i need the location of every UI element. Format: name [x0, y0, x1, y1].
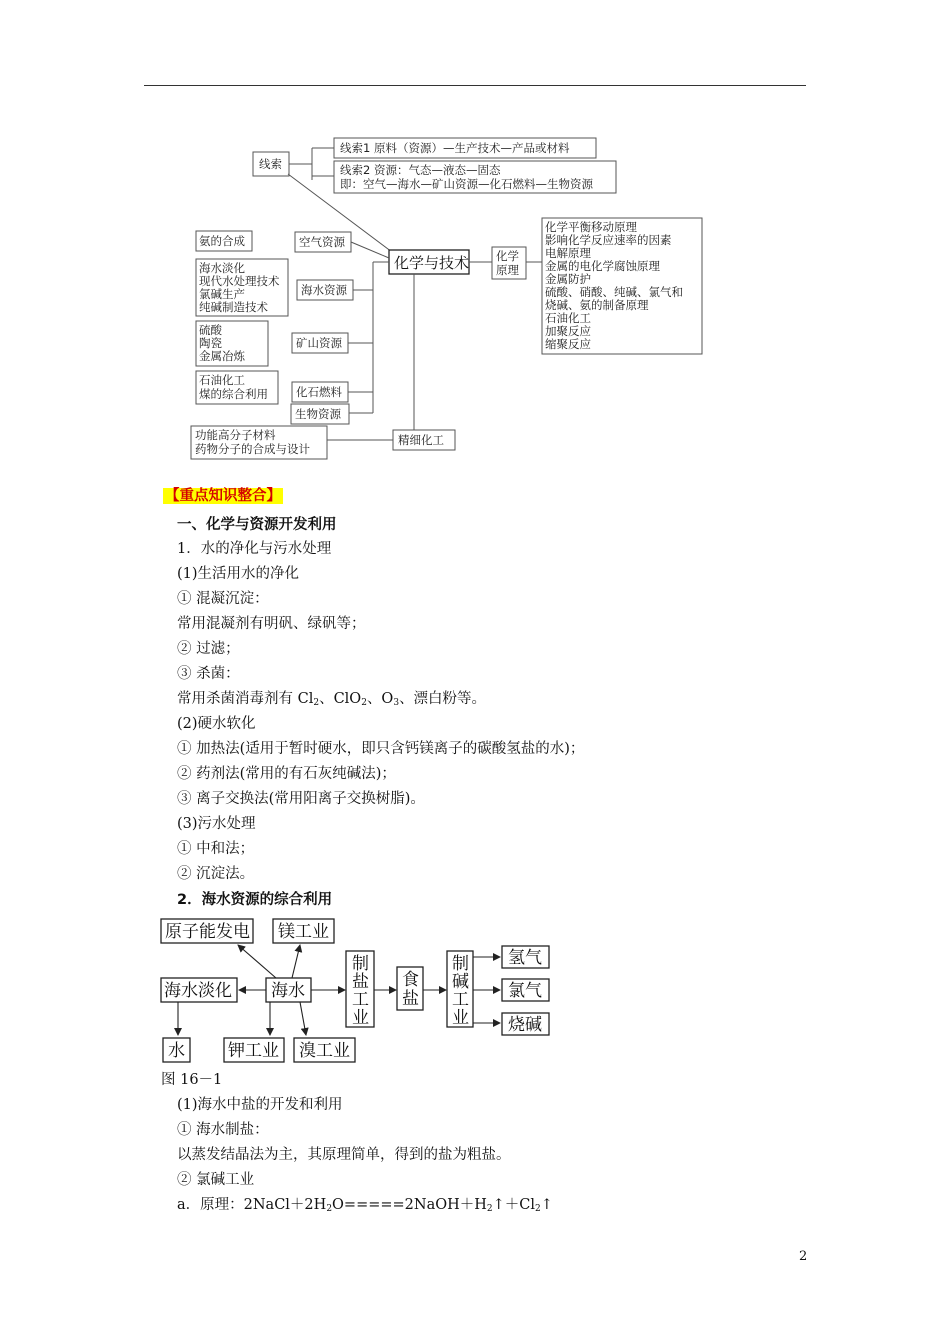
- nuclear-label: 原子能发电: [165, 922, 250, 942]
- clue2-line1: 线索2 资源：气态—液态—固态: [340, 163, 501, 177]
- line-5: ② 过滤；: [177, 641, 240, 657]
- line-m3: 以蒸发结晶法为主，其原理简单，得到的盐为粗盐。: [177, 1147, 511, 1163]
- line-6: ③ 杀菌：: [177, 666, 240, 682]
- left-mine-item: 陶瓷: [199, 336, 222, 350]
- desal-label: 海水淡化: [164, 981, 232, 1001]
- principle-item: 加聚反应: [545, 324, 591, 338]
- left-fossil-item: 煤的综合利用: [199, 387, 268, 401]
- salt-industry-char: 工: [352, 990, 369, 1010]
- line-m2: ① 海水制盐：: [177, 1122, 269, 1138]
- line-m1: (1)海水中盐的开发和利用: [177, 1097, 343, 1113]
- h2-label: 氢气: [508, 948, 542, 968]
- salt-industry-char: 制: [352, 954, 369, 974]
- air-resource-label: 空气资源: [299, 235, 345, 249]
- principle-item: 硫酸、硝酸、纯碱、氯气和: [545, 285, 683, 299]
- bio-resource-label: 生物资源: [295, 407, 341, 421]
- line-9: ① 加热法(适用于暂时硬水，即只含钙镁离子的碳酸氢盐的水)；: [177, 741, 585, 757]
- principle-label-2: 原理: [496, 263, 519, 277]
- sea-to-mg-arrow: [292, 945, 300, 978]
- line-m4: ② 氯碱工业: [177, 1172, 255, 1188]
- k-label: 钾工业: [228, 1041, 279, 1061]
- left-sea-item: 氯碱生产: [199, 287, 245, 301]
- left-fossil-item: 石油化工: [199, 373, 245, 387]
- naoh-label: 烧碱: [508, 1015, 542, 1035]
- section-tag: 【重点知识整合】: [165, 488, 281, 504]
- line-7: 常用杀菌消毒剂有 $Cl_2$、ClO$_2$、$O_3$、漂白粉等。: [177, 691, 487, 708]
- principle-item: 金属防护: [545, 272, 591, 286]
- center-label: 化学与技术: [394, 254, 470, 272]
- principle-item: 石油化工: [545, 311, 591, 325]
- left-mine-item: 硫酸: [199, 323, 222, 337]
- principle-item: 金属的电化学腐蚀原理: [545, 259, 660, 273]
- alkali-industry-char: 碱: [452, 972, 469, 992]
- line-1: 1．水的净化与污水处理: [177, 541, 332, 557]
- line-12: (3)污水处理: [177, 816, 256, 832]
- principle-item: 缩聚反应: [545, 337, 591, 351]
- principle-item: 电解原理: [545, 246, 591, 260]
- salt-char: 食: [402, 970, 419, 990]
- line-11: ③ 离子交换法(常用阳离子交换树脂)。: [177, 791, 425, 807]
- sea-resource-label: 海水资源: [301, 283, 347, 297]
- line-14: ② 沉淀法。: [177, 866, 255, 882]
- line-2: (1)生活用水的净化: [177, 566, 300, 582]
- principle-item: 影响化学反应速率的因素: [545, 233, 672, 247]
- line-3: ① 混凝沉淀：: [177, 591, 269, 607]
- line-13: ① 中和法；: [177, 841, 255, 857]
- alkali-industry-char: 制: [452, 954, 469, 974]
- mine-resource-label: 矿山资源: [296, 336, 342, 350]
- principle-label-1: 化学: [496, 249, 519, 263]
- left-sea-item: 海水淡化: [199, 261, 245, 275]
- alkali-industry-char: 业: [452, 1008, 469, 1028]
- mg-label: 镁工业: [278, 922, 329, 942]
- clue1-text: 线索1 原料（资源）—生产技术—产品或材料: [340, 141, 570, 155]
- line-10: ② 药剂法(常用的有石灰纯碱法)；: [177, 766, 396, 782]
- sea-to-nuclear-arrow: [238, 945, 276, 978]
- cl2-label: 氯气: [508, 981, 542, 1001]
- sea-to-br-arrow: [300, 1002, 306, 1035]
- salt-industry-char: 盐: [352, 972, 369, 992]
- figure-caption: 图 16－1: [161, 1072, 223, 1088]
- principle-item: 烧碱、氨的制备原理: [545, 298, 649, 312]
- principle-item: 化学平衡移动原理: [545, 220, 637, 234]
- salt-char: 盐: [402, 989, 419, 1009]
- br-label: 溴工业: [299, 1041, 350, 1061]
- left-mine-item: 金属冶炼: [199, 349, 245, 363]
- left-ammonia-label: 氨的合成: [199, 234, 245, 248]
- left-sea-item: 现代水处理技术: [199, 274, 280, 288]
- line-m5: a．原理：$2NaCl+2H_2O=====2NaOH+H_2↑+Cl_2↑$: [177, 1197, 553, 1214]
- page-number: 2: [799, 1249, 808, 1264]
- left-fine-item: 药物分子的合成与设计: [195, 442, 310, 456]
- fossil-resource-label: 化石燃料: [296, 385, 342, 399]
- clue-label: 线索: [259, 157, 282, 171]
- water-label: 水: [168, 1041, 185, 1061]
- fine-chem-label: 精细化工: [398, 433, 444, 447]
- heading-1: 一、化学与资源开发利用: [177, 517, 337, 533]
- alkali-industry-char: 工: [452, 990, 469, 1010]
- seawater-label: 海水: [271, 981, 305, 1001]
- salt-industry-char: 业: [352, 1008, 369, 1028]
- line-8: (2)硬水软化: [177, 716, 256, 732]
- left-fine-item: 功能高分子材料: [195, 428, 276, 442]
- heading-2: 2．海水资源的综合利用: [177, 892, 333, 908]
- clue2-line2: 即：空气—海水—矿山资源—化石燃料—生物资源: [340, 177, 593, 191]
- left-sea-item: 纯碱制造技术: [199, 300, 268, 314]
- line-4: 常用混凝剂有明矾、绿矾等；: [177, 616, 366, 632]
